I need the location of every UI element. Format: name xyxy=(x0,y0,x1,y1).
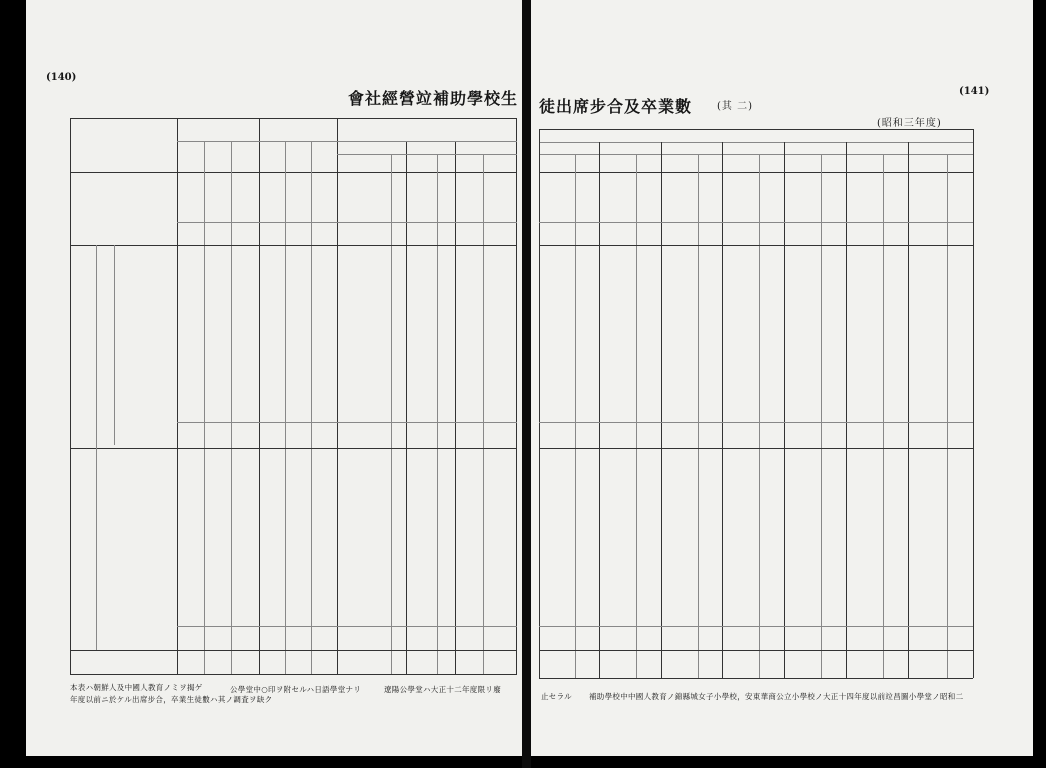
rule-line xyxy=(539,422,973,423)
footnote-1: 本表ハ朝鮮人及中國人教育ノミヲ揭ゲ xyxy=(70,683,203,692)
rule-line xyxy=(539,222,973,223)
footnote-3: 公學堂中○印ヲ附セルハ日語學堂ナリ xyxy=(230,685,362,694)
rule-line xyxy=(539,129,973,130)
rule-line xyxy=(259,118,260,674)
rule-line xyxy=(311,141,312,674)
rule-line xyxy=(70,650,517,651)
rule-line xyxy=(114,245,115,445)
rule-line xyxy=(483,154,484,674)
rule-line xyxy=(947,154,948,678)
rule-line xyxy=(539,448,973,449)
rule-line xyxy=(337,154,517,155)
right-page-title: 徒出席步合及卒業數 xyxy=(539,97,693,116)
rule-line xyxy=(539,650,973,651)
rule-line xyxy=(391,154,392,674)
rule-line xyxy=(539,678,973,679)
right-page xyxy=(531,0,1033,756)
rule-line xyxy=(204,141,205,674)
rule-line xyxy=(539,245,973,246)
rule-line xyxy=(70,172,517,173)
rule-line xyxy=(70,674,517,675)
rule-line xyxy=(455,141,456,674)
left-page xyxy=(26,0,522,756)
rule-line xyxy=(285,141,286,674)
right-page-number: (141) xyxy=(959,86,990,97)
rule-line xyxy=(70,245,517,246)
rule-line xyxy=(177,422,517,423)
rule-line xyxy=(70,448,517,449)
rule-line xyxy=(437,154,438,674)
rule-line xyxy=(821,154,822,678)
rule-line xyxy=(70,118,517,119)
rule-line xyxy=(636,154,637,678)
left-page-number: (140) xyxy=(46,72,77,83)
rule-line xyxy=(177,141,337,142)
right-footnote-1: 止セラル xyxy=(541,692,572,701)
left-page-title: 會社經營竝補助學校生 xyxy=(348,89,519,108)
rule-line xyxy=(177,222,517,223)
rule-line xyxy=(70,118,71,674)
rule-line xyxy=(96,245,97,650)
rule-line xyxy=(575,154,576,678)
rule-line xyxy=(337,141,517,142)
footnote-4: 遼陽公學堂ハ大正十二年度限リ廢 xyxy=(384,685,501,694)
rule-line xyxy=(759,154,760,678)
rule-line xyxy=(539,626,973,627)
rule-line xyxy=(698,154,699,678)
right-footnote-2: 補助學校中中國人教育ノ錦縣城女子小學校，安東華商公立小學校ノ大正十四年度以前竝昌圖小學堂ノ昭和二 xyxy=(589,692,964,701)
right-page-subtitle: (其 二) xyxy=(717,101,753,112)
rule-line xyxy=(177,626,517,627)
year-note: (昭和三年度) xyxy=(877,118,942,129)
rule-line xyxy=(231,141,232,674)
rule-line xyxy=(973,129,974,678)
book-spine xyxy=(522,0,531,768)
rule-line xyxy=(516,118,517,674)
rule-line xyxy=(177,118,178,674)
rule-line xyxy=(883,154,884,678)
rule-line xyxy=(406,141,407,674)
rule-line xyxy=(337,118,338,674)
footnote-2: 年度以前ニ於ケル出席步合，卒業生徒數ハ其ノ調査ヲ缺ク xyxy=(70,695,273,704)
